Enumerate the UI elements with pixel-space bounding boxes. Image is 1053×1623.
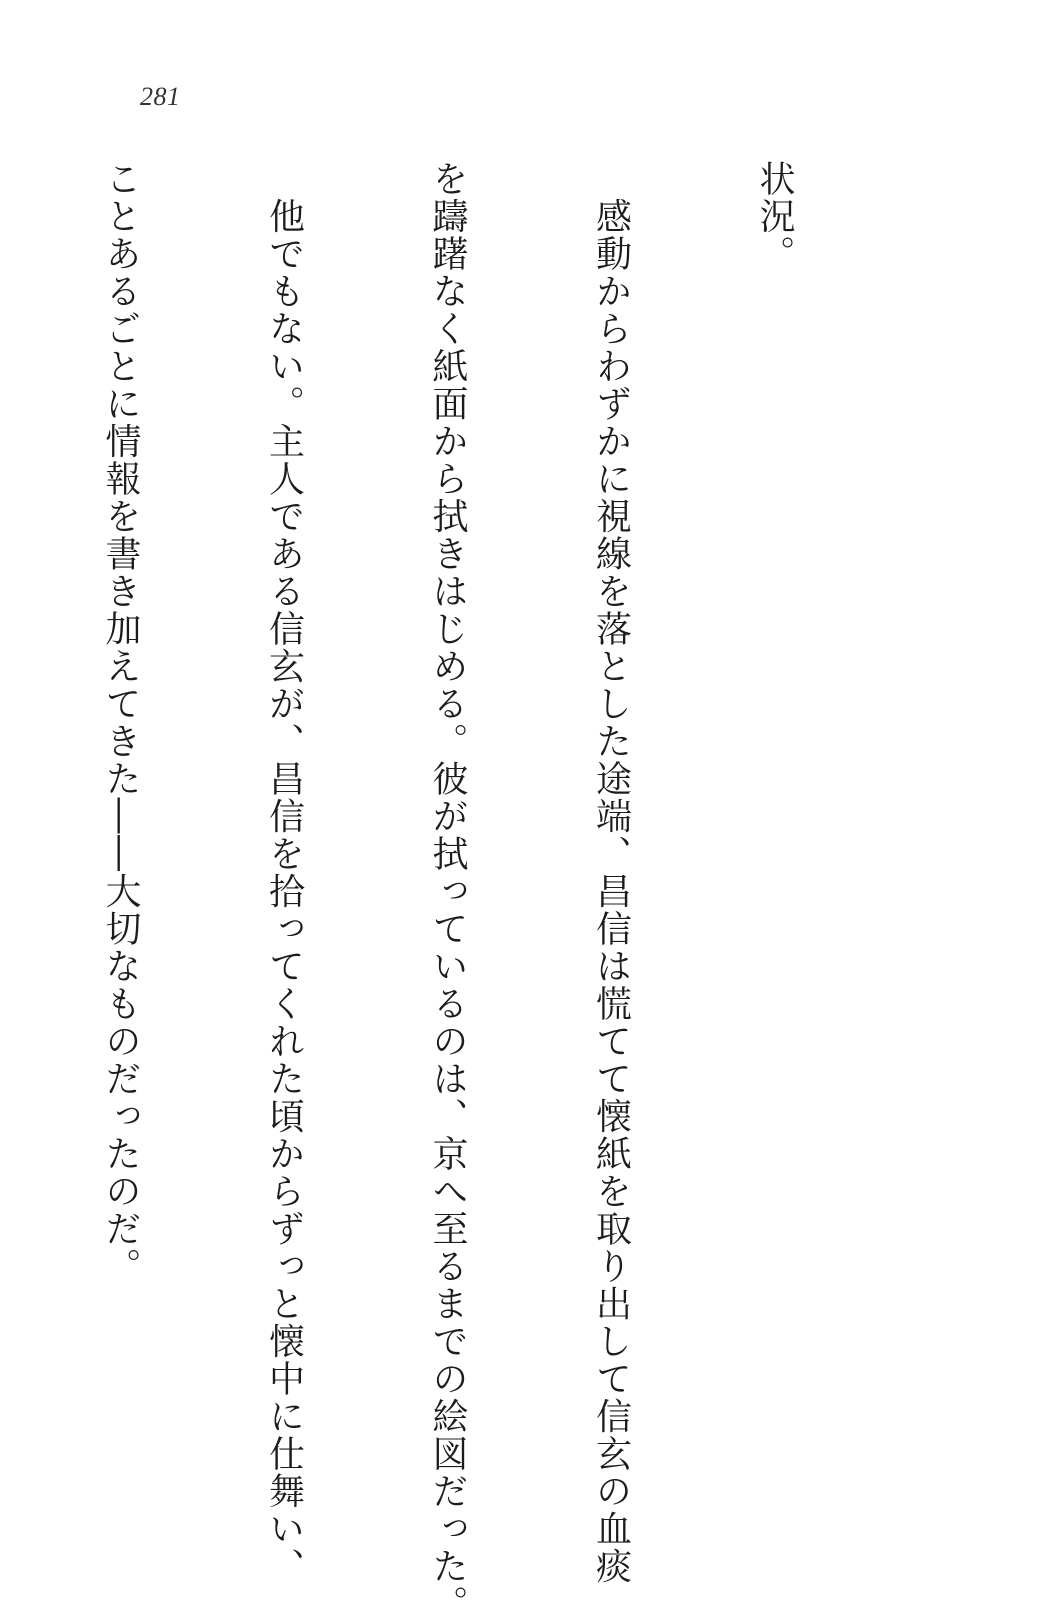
body-text — [100, 160, 910, 1623]
text-line: 状況。 — [754, 160, 795, 273]
text-line: を躊躇なく紙面から拭きはじめる。彼が拭っているのは、京へ至るまでの絵図だった。 — [427, 160, 468, 1623]
text-line: 他でもない。主人である信玄が、昌信を拾ってくれた頃からずっと懐中に仕舞い、 — [263, 160, 305, 1585]
text-line: ことあるごとに情報を書き加えてきた――大切なものだったのだ。 — [100, 160, 141, 1285]
text-line: 感動からわずかに視線を落とした途端、昌信は慌てて懐紙を取り出して信玄の血痰 — [590, 160, 632, 1585]
page-number: 281 — [140, 82, 181, 111]
